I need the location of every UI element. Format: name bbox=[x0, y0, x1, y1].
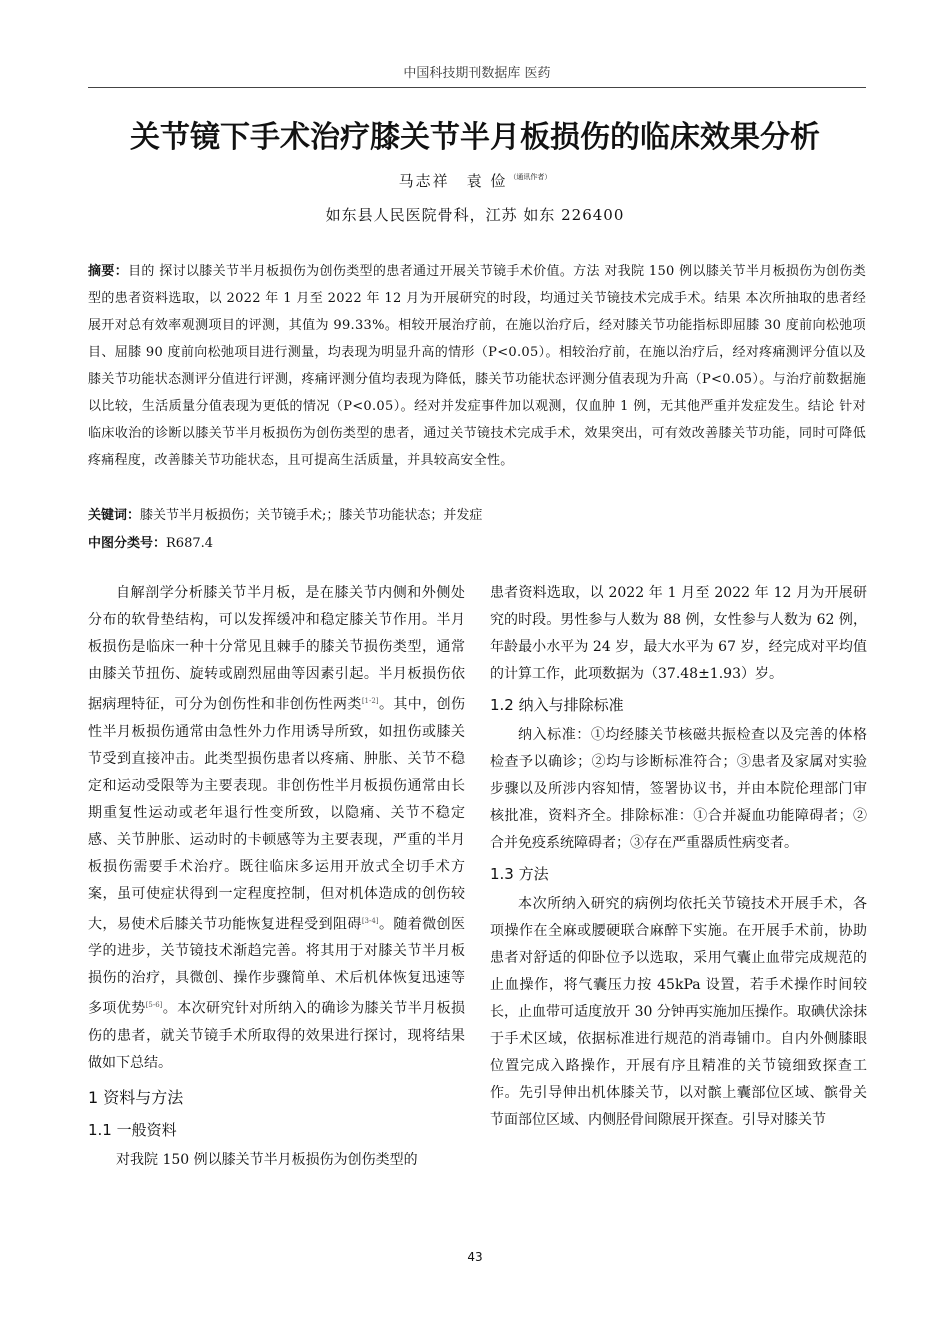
paper-title: 关节镜下手术治疗膝关节半月板损伤的临床效果分析 bbox=[130, 120, 820, 155]
intro-paragraph bbox=[88, 580, 465, 1077]
abstract-label: 摘要： bbox=[88, 264, 129, 279]
journal-header: 中国科技期刊数据库 医药 bbox=[88, 62, 866, 88]
affiliation: 如东县人民医院骨科，江苏 如东 226400 bbox=[325, 206, 625, 224]
classification-text: R687.4 bbox=[166, 536, 214, 551]
classification-label: 中图分类号： bbox=[88, 536, 167, 551]
classification bbox=[88, 530, 866, 557]
intro-text-4: 。本次研究针对所纳入的确诊为膝关节半月板损伤的患者，就关节镜手术所取得的效果进行探讨，现将结果做如下总结。 bbox=[88, 1000, 466, 1071]
authors-line bbox=[0, 170, 950, 191]
author-names: 马志祥 袁 俭 bbox=[398, 172, 508, 190]
right-column bbox=[490, 580, 867, 1134]
general-info-paragraph: 对我院 150 例以膝关节半月板损伤为创伤类型的 bbox=[116, 1151, 418, 1168]
corresponding-author-note: （通讯作者） bbox=[509, 173, 552, 181]
page-number: 43 bbox=[467, 1250, 483, 1264]
intro-text-1: 自解剖学分析膝关节半月板，是在膝关节内侧和外侧处分布的软骨垫结构，可以发挥缓冲和稳定膝关节作用。半月板损伤是临床一种十分常见且棘手的膝关节损伤类型，通常由膝关节扭伤、旋转或剧烈屈曲等因素引起。半月板损伤依据病理特征，可分为创伤性和非创伤性两类 bbox=[88, 585, 465, 713]
section-heading-1: 1 资料与方法 bbox=[88, 1087, 184, 1107]
keywords bbox=[88, 502, 866, 529]
criteria-paragraph: 纳入标准：①均经膝关节核磁共振检查以及完善的体格检查予以确诊；②均与诊断标准符合；③患者及家属对实验步骤以及所涉内容知情，签署协议书，并由本院伦理部门审核批准，资料齐全。排除标准：①合并凝血功能障碍者；②合并免疫系统障碍者；③存在严重器质性病变者。 bbox=[490, 727, 867, 851]
left-column bbox=[88, 580, 465, 1174]
keywords-label: 关键词： bbox=[88, 508, 141, 523]
abstract bbox=[88, 258, 866, 474]
citation-1[interactable]: [1-2] bbox=[361, 697, 379, 705]
intro-text-3: 。随着微创医学的进步，关节镜技术渐趋完善。将其用于对膝关节半月板损伤的治疗，具微创、操作步骤简单、术后机体恢复迅速等多项优势 bbox=[88, 916, 466, 1017]
citation-3[interactable]: [5-6] bbox=[145, 1001, 163, 1010]
section-heading-1-3: 1.3 方法 bbox=[490, 865, 549, 883]
general-info-continued: 患者资料选取，以 2022 年 1 月至 2022 年 12 月为开展研究的时段。男性参与人数为 88 例，女性参与人数为 62 例，年龄最小水平为 24 岁，最大水平为 67 岁，经完成对平均值的计算工作，此项数据为（37.48±1.93）岁。 bbox=[490, 585, 867, 682]
intro-text-2: 。其中，创伤性半月板损伤通常由急性外力作用诱导所致，如扭伤或膝关节受到直接冲击。此类型损伤患者以疼痛、肿胀、关节不稳定和运动受限等为主要表现。非创伤性半月板损伤通常由长期重复性运动或老年退行性变所致，以隐痛、关节不稳定感、关节肿胀、运动时的卡顿感等为主要表现，严重的半月板损伤需要手术治疗。既往临床多运用开放式全切手术方案，虽可使症状得到一定程度控制，但对机体造成的创伤较大，易使术后膝关节功能恢复进程受到阻碍 bbox=[88, 696, 466, 933]
method-paragraph: 本次所纳入研究的病例均依托关节镜技术开展手术，各项操作在全麻或腰硬联合麻醉下实施。在开展手术前，协助患者对舒适的仰卧位予以选取，采用气囊止血带完成规范的止血操作，将气囊压力按 45kPa 设置，若手术操作时间较长，止血带可适度放开 30 分钟再实施加压操作。取碘伏涂抹于手术区域，依据标准进行规范的消毒铺巾。自内外侧膝眼位置完成入路操作，开展有序且精准的关节镜细致探查工作。先引导伸出机体膝关节，以对髌上囊部位区域、髌骨关节面部位区域、内侧胫骨间隙展开探查。引导对膝关节 bbox=[490, 896, 867, 1128]
citation-2[interactable]: [3-4] bbox=[361, 916, 379, 925]
abstract-text: 目的 探讨以膝关节半月板损伤为创伤类型的患者通过开展关节镜手术价值。方法 对我院 150 例以膝关节半月板损伤为创伤类型的患者资料选取，以 2022 年 1 月至 2022 年 12 月为开展研究的时段，均通过关节镜技术完成手术。结果 本次所抽取的患者经展开对总有效率观测项目的评测，其值为 99.33%。相较开展治疗前，在施以治疗后，经对膝关节功能指标即屈膝 30 度前向松弛项目、屈膝 90 度前向松弛项目进行测量，均表现为明显升高的情形（P<0.05）。相较治疗前，在施以治疗后，经对疼痛测评分值以及膝关节功能状态测评分值进行评测，疼痛评测分值均表现为降低，膝关节功能状态评测分值表现为升高（P<0.05）。与治疗前数据施以比较，生活质量分值表现为更低的情况（P<0.05）。经对并发症事件加以观测，仅血肿 1 例，无其他严重并发症发生。结论 针对临床收治的诊断以膝关节半月板损伤为创伤类型的患者，通过关节镜技术完成手术，效果突出，可有效改善膝关节功能，同时可降低疼痛程度，改善膝关节功能状态，且可提高生活质量，并具较高安全性。 bbox=[88, 264, 866, 468]
section-heading-1-1: 1.1 一般资料 bbox=[88, 1120, 177, 1139]
keywords-text: 膝关节半月板损伤；关节镜手术;；膝关节功能状态；并发症 bbox=[140, 508, 483, 523]
section-heading-1-2: 1.2 纳入与排除标准 bbox=[490, 696, 624, 714]
